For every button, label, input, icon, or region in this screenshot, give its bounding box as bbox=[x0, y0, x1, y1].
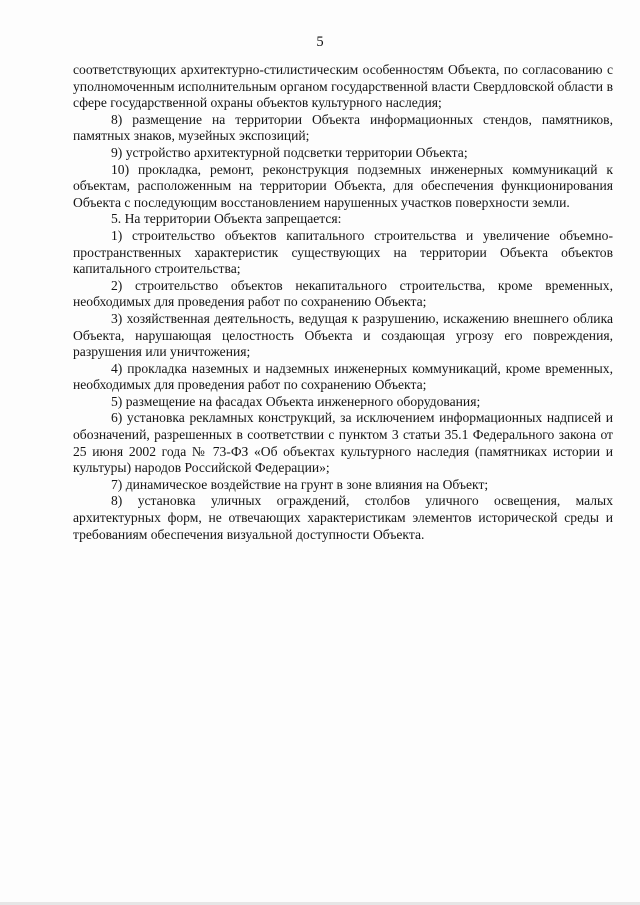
page-number: 5 bbox=[316, 34, 324, 50]
prohibition-item-3: 3) хозяйственная деятельность, ведущая к разрушению, искажению внешнего облика Объекта, нарушающая целостность Объекта и создающая угрозу его повреждения, разрушения или уничтожения; bbox=[73, 310, 613, 360]
paragraph-item-8: 8) размещение на территории Объекта информационных стендов, памятников, памятных знаков, музейных экспозиций; bbox=[73, 111, 613, 144]
prohibition-item-4: 4) прокладка наземных и надземных инженерных коммуникаций, кроме временных, необходимых для проведения работ по сохранению Объекта; bbox=[73, 360, 613, 393]
paragraph-item-9: 9) устройство архитектурной подсветки территории Объекта; bbox=[111, 144, 468, 160]
prohibition-item-2: 2) строительство объектов некапитального строительства, кроме временных, необходимых для проведения работ по сохранению Объекта; bbox=[73, 277, 613, 310]
prohibition-item-6: 6) установка рекламных конструкций, за исключением информационных надписей и обозначений, разрешенных в соответствии с пунктом 3 статьи 35.1 Федерального закона от 25 июня 2002 года № 73-ФЗ «Об объектах культурного наследия (памятниках истории и культуры) народов Российской Федерации»; bbox=[73, 410, 613, 476]
paragraph-continuation: соответствующих архитектурно-стилистическим особенностям Объекта, по согласованию с уполномоченным исполнительным органом государственной власти Свердловской области в сфере государственной охраны объектов культурного наследия; bbox=[73, 62, 613, 111]
paragraph-item-10: 10) прокладка, ремонт, реконструкция подземных инженерных коммуникаций к объектам, расположенным на территории Объекта, для обеспечения функционирования Объекта с последующим восстановлением нарушенных участков поверхности земли. bbox=[73, 161, 613, 210]
prohibition-item-7: 7) динамическое воздействие на грунт в зоне влияния на Объект; bbox=[111, 476, 489, 492]
prohibition-item-1: 1) строительство объектов капитального строительства и увеличение объемно-пространственных характеристик существующих на территории Объекта объектов капитального строительства; bbox=[73, 227, 613, 277]
section-5-heading: 5. На территории Объекта запрещается: bbox=[111, 211, 342, 227]
document-body bbox=[73, 62, 613, 543]
prohibition-item-8: 8) установка уличных ограждений, столбов уличного освещения, малых архитектурных форм, не отвечающих характеристикам элементов исторической среды и требованиям обеспечения визуальной доступности Объекта. bbox=[73, 493, 613, 542]
prohibition-item-5: 5) размещение на фасадах Объекта инженерного оборудования; bbox=[111, 393, 481, 409]
